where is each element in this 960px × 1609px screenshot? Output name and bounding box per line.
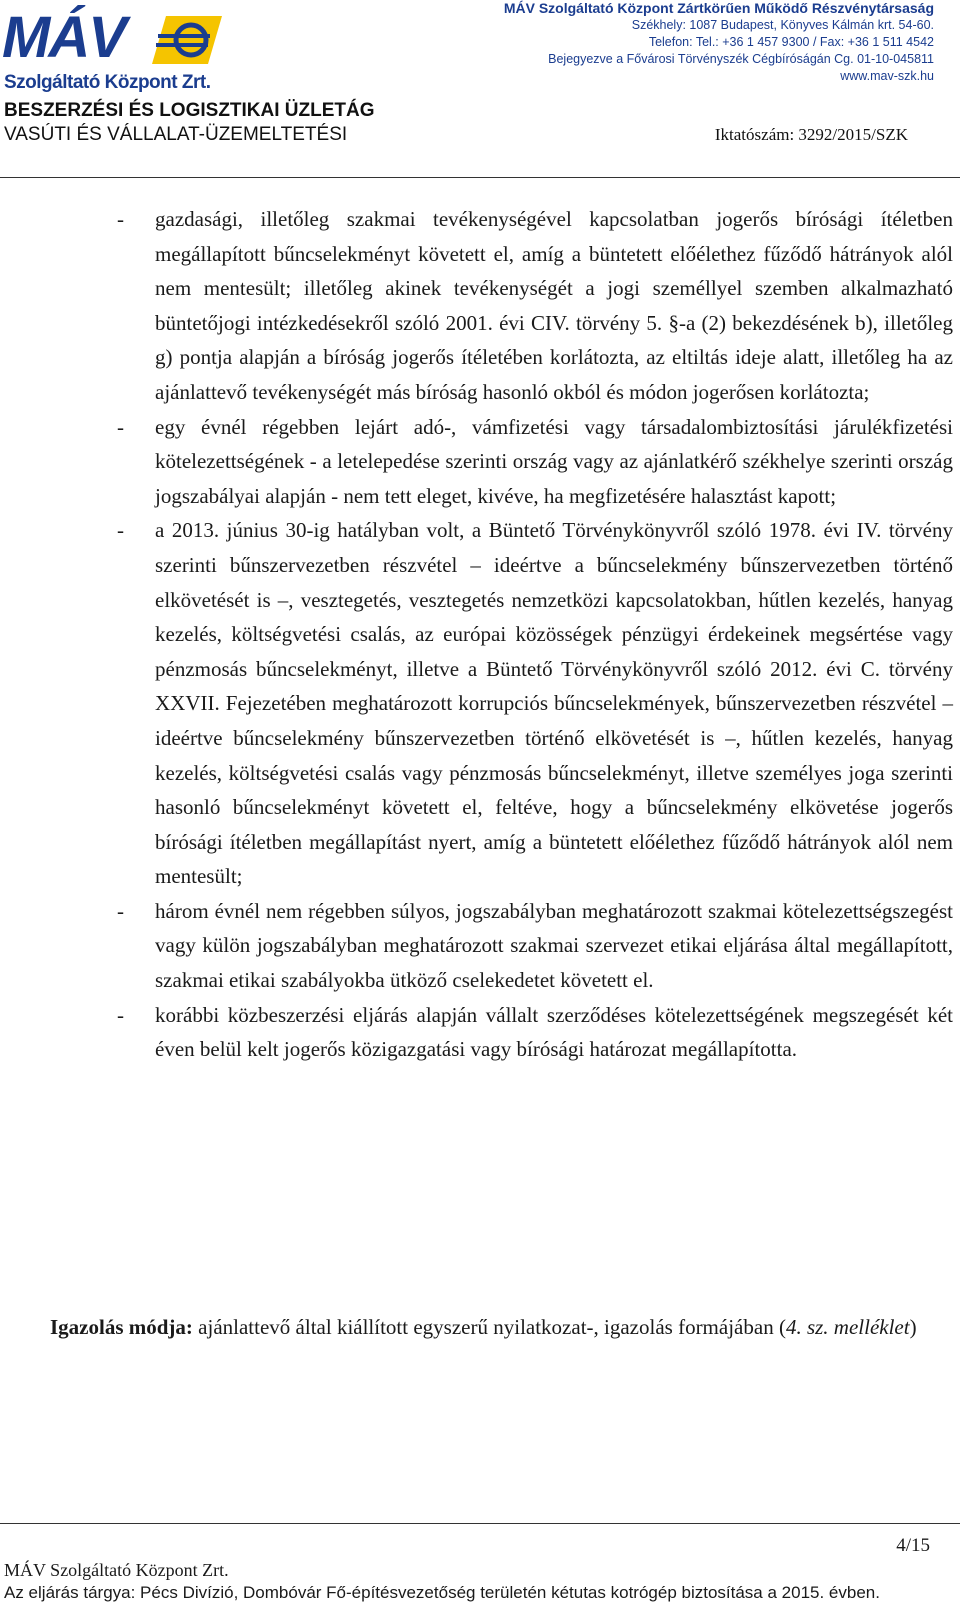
company-info: [504, 0, 934, 85]
list-dash: -: [117, 1002, 124, 1027]
company-seat: Székhely: 1087 Budapest, Könyves Kálmán krt. 54-60.: [631, 18, 934, 32]
logo-text: MÁV: [2, 5, 125, 70]
footer-subject: Az eljárás tárgya: Pécs Divízió, Dombóvár Fő-építésvezetőség területén kétutas kotrógép biztosítása a 2015. évben.: [4, 1583, 880, 1602]
list-dash: -: [117, 207, 124, 231]
company-registry: Bejegyezve a Fővárosi Törvényszék Cégbíróságán Cg. 01-10-045811: [548, 52, 934, 66]
page-number: 4/15: [896, 1535, 930, 1556]
list-item-text: a 2013. június 30-ig hatályban volt, a Büntető Törvénykönyvről szóló 1978. évi IV. törvény szerinti bűnszervezetben részvétel – ideértve a bűncselekmény bűnszervezetben történő elkövetését is –, vesztegetés, vesztegetés nemzetközi kapcsolatokban, hűtlen kezelés, hanyag kezelés, költségvetési csalás, az európai közösségek pénzügyi érdekeinek megsértése vagy pénzmosás bűncselekményt, illetve a Büntető Törvénykönyvről szóló 2012. évi C. törvény XXVII. Fejezetében meghatározott korrupciós bűncselekmények, bűnszervezetben részvétel – ideértve bűncselekmény bűnszervezetben történő elkövetését is –, hűtlen kezelés, hanyag kezelés, költségvetési csalás vagy pénzmosás bűncselekményt, illetve személyes joga szerinti hasonló bűncselekményt követett el, feltéve, hogy a bűncselekmény elkövetése jogerős bírósági ítéletben megállapítást nyert, amíg a büntetett előélethez fűződő hátrányok alól nem mentesült;: [155, 518, 953, 889]
department: [4, 99, 375, 147]
footer-company: MÁV Szolgáltató Központ Zrt.: [4, 1560, 229, 1580]
list-item-text: egy évnél régebben lejárt adó-, vámfizetési vagy társadalombiztosítási járulékfizetési kötelezettségének - a letelepedése szerinti ország vagy az ajánlatkérő székhelye szerinti ország jogszabályai alapján - nem tett eleget, kivéve, ha megfizetésére halasztást kapott;: [155, 414, 953, 508]
list-dash: -: [117, 414, 124, 439]
list-item: [117, 513, 953, 894]
rail-emblem-icon: [152, 12, 222, 68]
list-item-text: három évnél nem régebben súlyos, jogszabályban meghatározott szakmai kötelezettségszegést vagy külön jogszabályban meghatározott szakmai szervezet etikai eljárása által megállapított, szakmai etikai szabályokba ütköző cselekedetet követett el.: [155, 898, 953, 993]
list-item-text: korábbi közbeszerzési eljárás alapján vállalt szerződéses kötelezettségének megszegését két éven belül kelt jogerős közigazgatási vagy bírósági határozat megállapította.: [155, 1002, 953, 1062]
department-line-1: BESZERZÉSI ÉS LOGISZTIKAI ÜZLETÁG: [4, 100, 375, 121]
footer-divider: [0, 1523, 960, 1524]
verification-end: ): [909, 1315, 917, 1339]
list-item: [117, 410, 953, 514]
list-dash: -: [117, 898, 124, 923]
registration-number: Iktatószám: 3292/2015/SZK: [714, 125, 908, 144]
company-phone: Telefon: Tel.: +36 1 457 9300 / Fax: +36 1 511 4542: [648, 35, 934, 49]
list-item: [117, 202, 953, 410]
verification-label: Igazolás módja:: [50, 1315, 193, 1339]
department-line-2: VASÚTI ÉS VÁLLALAT-ÜZEMELTETÉSI: [4, 124, 348, 145]
logo-subtitle: Szolgáltató Központ Zrt.: [4, 72, 211, 93]
company-name: MÁV Szolgáltató Központ Zártkörűen Működő Részvénytársaság: [503, 0, 934, 16]
document-body: [0, 202, 960, 1067]
list-item-text: gazdasági, illetőleg szakmai tevékenységével kapcsolatban jogerős bírósági ítéletben megállapított bűncselekményt követett el, amíg a büntetett előélethez fűződő hátrányok alól nem mentesült; illetőleg akinek tevékenységét a jogi személlyel szemben alkalmazható büntetőjogi intézkedésekről szóló 2001. évi CIV. törvény 5. §-a (2) bekezdésének b), illetőleg g) pontja alapján a bíróság jogerős ítéletében korlátozta, az eltiltás ideje alatt, illetőleg ha az ajánlattevő tevékenységét más bíróság hasonló okból és módon jogerősen korlátozta;: [155, 207, 953, 404]
list-item: [117, 998, 953, 1067]
mav-logo: [2, 5, 222, 98]
verification-annex: 4. sz. melléklet: [785, 1315, 910, 1339]
letterhead: [0, 0, 960, 180]
list-dash: -: [117, 518, 124, 543]
list-item: [117, 894, 953, 998]
header-divider: [0, 177, 960, 178]
company-web: www.mav-szk.hu: [840, 69, 934, 83]
verification-method: [50, 1310, 953, 1344]
verification-text: ajánlattevő által kiállított egyszerű nyilatkozat-, igazolás formájában (: [192, 1315, 786, 1339]
